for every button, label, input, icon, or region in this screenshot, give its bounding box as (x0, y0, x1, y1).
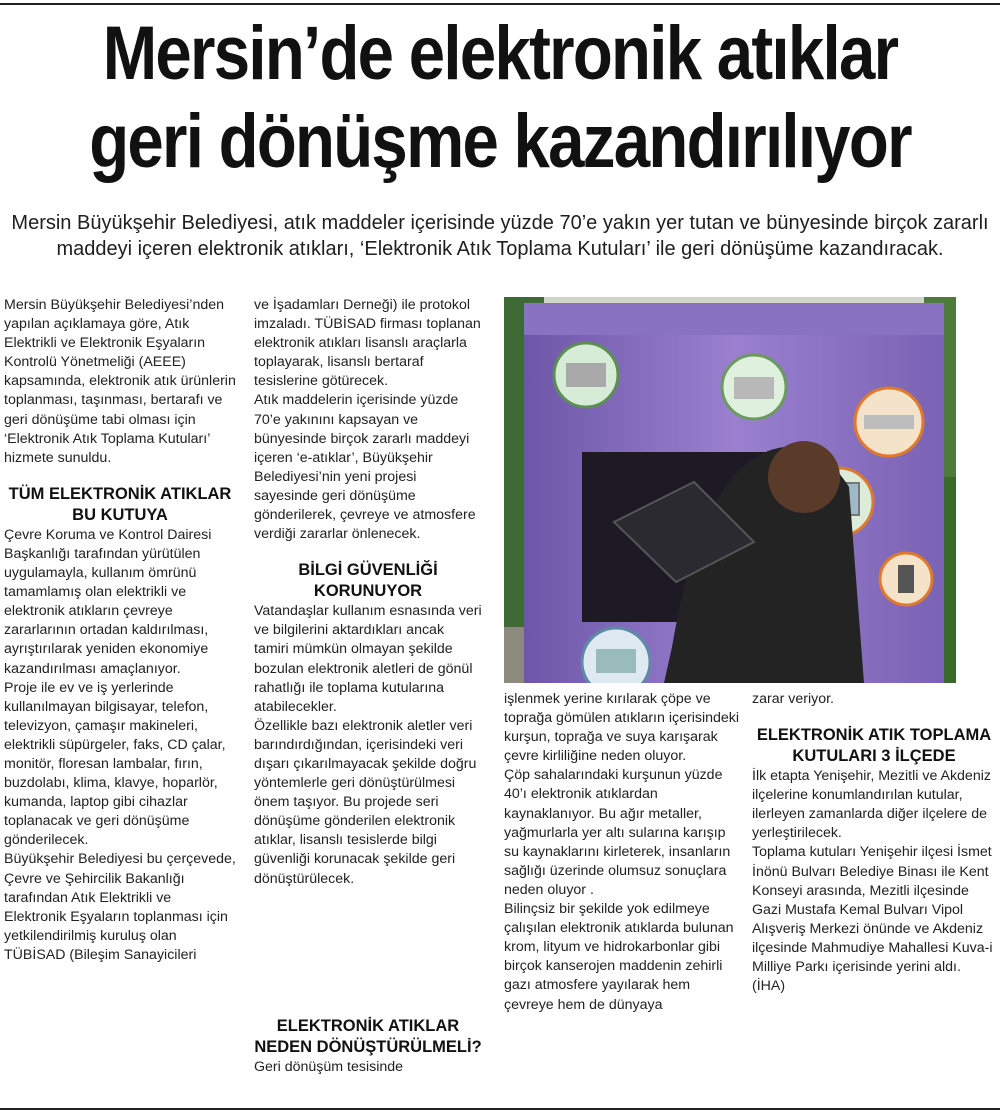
col3-paragraph-2: Çöp sahalarındaki kurşunun yüzde 40’ı elektronik atıklardan kaynaklanıyor. Bu ağır metaller, yağmurlarla yer altı sularına karışıp su kaynaklarını kirleterek, insanların sağlığı üzerinde olumsuz sonuçlara neden oluyor . (504, 767, 731, 898)
headline-line-2: geri dönüşme kazandırılıyor (89, 99, 911, 184)
col2-paragraph-5: Geri dönüşüm tesisinde (254, 1059, 404, 1075)
col3-paragraph-1: işlenmek yerine kırılarak çöpe ve toprağa gömülen atıkların içerisindeki kurşun, toprağa ve suya karışarak çevre kirliliğine neden oluyor. (504, 691, 740, 765)
column-1 (4, 296, 236, 965)
col1-paragraph-3: Proje ile ev ve iş yerlerinde kullanılmayan bilgisayar, telefon, televizyon, çamaşır makineleri, elektrikli süpürgeler, faks, CD çalar, monitör, floresan lambalar, fırın, buzdolabı, klima, klavye, hoparlör, kumanda, laptop gibi cihazlar toplanacak ve geri dönüşüme gönderilecek. (4, 679, 226, 849)
col2-paragraph-2: Atık maddelerin içerisinde yüzde 70’e yakınını kapsayan ve bünyesinde birçok zararlı maddeyi içeren ‘e-atıklar’, Büyükşehir Belediyesi’nin yeni projesi sayesinde geri dönüşüme gönderilerek, çevreye ve atmosfere verdiği zararlar önlenecek. (254, 392, 476, 543)
col2-subheading-1: BİLGİ GÜVENLİĞİ KORUNUYOR (298, 561, 438, 601)
column-3 (504, 690, 742, 1015)
col2-subheading-2: ELEKTRONİK ATIKLAR NEDEN DÖNÜŞTÜRÜLMELİ? (254, 1017, 482, 1056)
news-photo (504, 297, 956, 683)
person-head (768, 441, 840, 513)
col1-subheading: TÜM ELEKTRONİK ATIKLAR BU KUTUYA (8, 484, 232, 524)
col4-paragraph-1: zarar veriyor. (752, 691, 834, 707)
col2-paragraph-3: Vatandaşlar kullanım esnasında veri ve bilgilerini aktardıkları ancak tamiri mümkün olmayan şekilde bozulan elektronik aletleri de gönül rahatlığı ile toplama kutularına atabilecekler. (254, 603, 482, 715)
col2-paragraph-4: Özellikle bazı elektronik aletler veri barındırdığından, içerisindeki veri dışarı çıkarılmayacak şekilde doğru yöntemlerle geri dönüştürülmesi önem taşıyor. Bu projede seri dönüşüme gönderilen elektronik atıklar, lisanslı tesislerde bilgi güvenliği korunacak şekilde geri dönüştürülecek. (254, 717, 477, 887)
col4-paragraph-3: Toplama kutuları Yenişehir ilçesi İsmet İnönü Bulvarı Belediye Binası ile Kent Konseyi arasında, Mezitli ilçesinde Gazi Mustafa Kemal Bulvarı Vipol Alışveriş Merkezi önünde ve Akdeniz ilçesinde Mahmudiye Mahallesi Kuva-i Milliye Parkı içerisinde yerini aldı. (752, 844, 993, 976)
headline (70, 10, 930, 186)
col1-paragraph-2: Çevre Koruma ve Kontrol Dairesi Başkanlığı tarafından yürütülen uygulamayla, kullanım ömrünü tamamlamış olan elektrikli ve elektronik atıkların çevreye zararlarının ortadan kaldırılması, ayrıştırılarak yeniden ekonomiye kazandırılması amaçlanıyor. (4, 526, 212, 677)
lead-paragraph: Mersin Büyükşehir Belediyesi, atık maddeler içerisinde yüzde 70’e yakın yer tutan ve bünyesinde birçok zararlı maddeyi içeren elektronik atıkları, ‘Elektronik Atık Toplama Kutuları’ ile geri dönüşüme kazandıracak. (11, 212, 989, 260)
box-roof (524, 303, 944, 335)
col1-paragraph-1: Mersin Büyükşehir Belediyesi’nden yapılan açıklamaya göre, Atık Elektrikli ve Elektronik Eşyaların Kontrolü Yönetmeliği (AEEE) kapsamında, elektronik atık ürünlerin toplanması, taşınması, bertarafı ve geri dönüşüme tabi olması için ‘Elektronik Atık Toplama Kutuları’ hizmete sunuldu. (4, 297, 236, 466)
photo-illustration (504, 297, 956, 683)
top-rule (0, 3, 1000, 5)
col3-paragraph-3: Bilinçsiz bir şekilde yok edilmeye çalışılan elektronik atıklarda bulunan krom, lityum ve hidrokarbonlar gibi birçok kanserojen maddenin zehirli gazı atmosfere yayılarak hem çevreye hem de dünyaya (504, 901, 734, 1013)
col1-paragraph-4: Büyükşehir Belediyesi bu çerçevede, Çevre ve Şehircilik Bakanlığı tarafından Atık Elektrikli ve Elektronik Eşyaların toplanması için yetkilendirilmiş kuruluş olan TÜBİSAD (Bileşim Sanayicileri (4, 851, 236, 963)
col4-subheading: ELEKTRONİK ATIK TOPLAMA KUTULARI 3 İLÇEDE (756, 726, 992, 766)
col4-paragraph-4: (İHA) (752, 978, 786, 995)
col2-paragraph-1: ve İşadamları Derneği) ile protokol imzaladı. TÜBİSAD firması toplanan elektronik atıkları lisanslı araçlarla toplayarak, lisanslı bertaraf tesislerine götürecek. (254, 297, 481, 390)
column-2-bottom (254, 1016, 482, 1077)
bottom-rule (0, 1108, 1000, 1110)
headline-line-1: Mersin’de elektronik atıklar (102, 11, 898, 96)
col4-paragraph-2: İlk etapta Yenişehir, Mezitli ve Akdeniz ilçelerine konumlandırılan kutular, ilerleyen zamanlarda diğer ilçelere de yerleştirilecek. (752, 768, 991, 842)
column-2 (254, 296, 482, 889)
column-4 (752, 690, 996, 996)
